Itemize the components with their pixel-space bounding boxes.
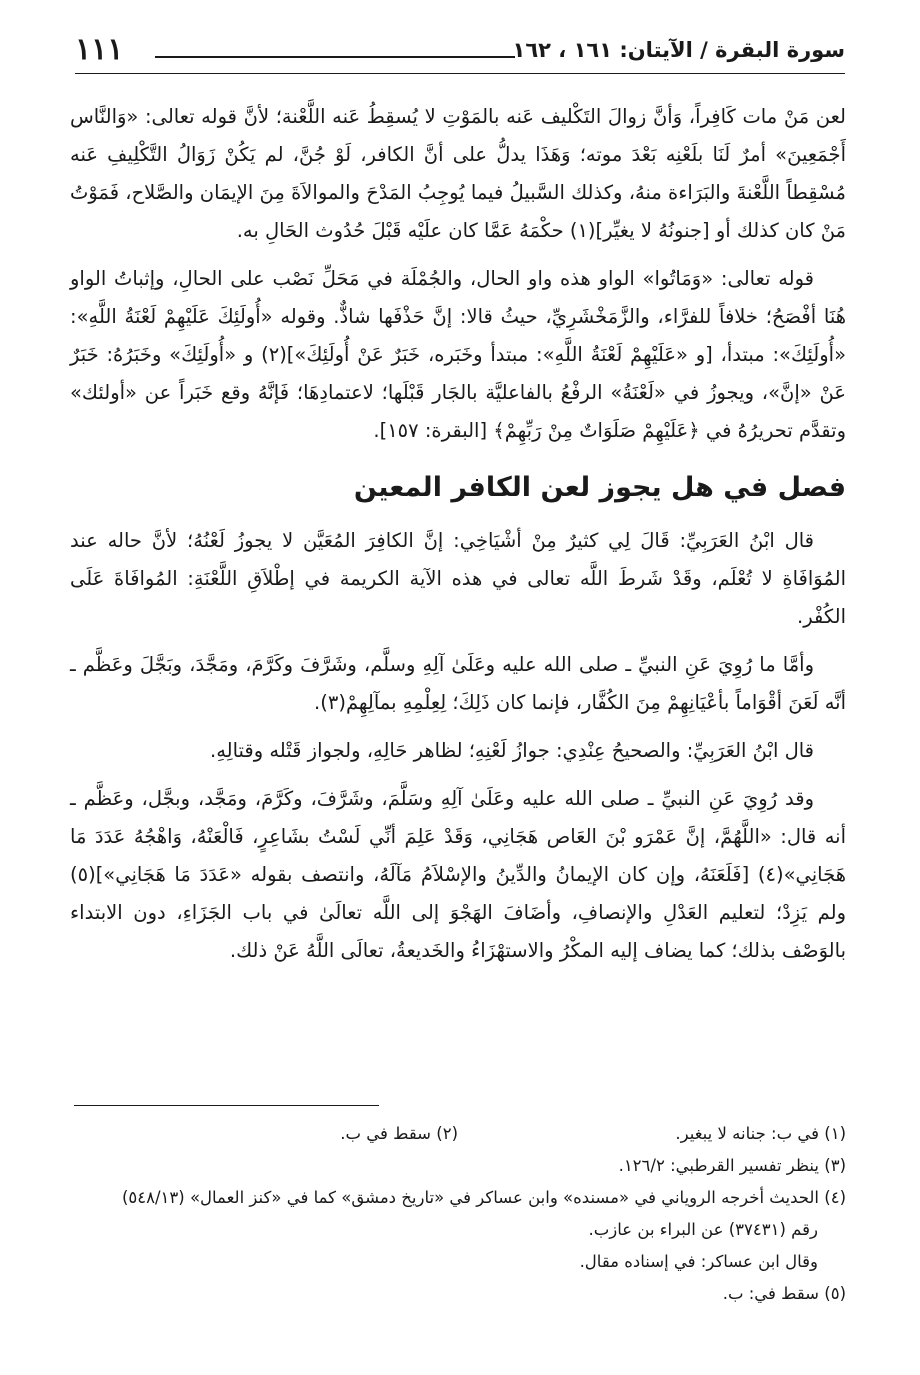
footnote-row xyxy=(70,1118,846,1150)
main-text xyxy=(70,98,846,980)
header-divider xyxy=(75,73,845,74)
paragraph: وأمَّا ما رُوِيَ عَنِ النبيِّ ـ صلى الله عليه وعَلَىٰ آلِهِ وسلَّم، وشَرَّفَ وكَرَّمَ، ومَجَّدَ، وبَجَّلَ وعَظَّم ـ أنَّه لَعَنَ أقْوَاماً بأعْيَانِهِمْ مِنَ الكُفَّار، فإنما كان ذَلِكَ؛ لِعِلْمِهِ بمآلِهِمْ(٣). xyxy=(70,653,846,714)
footnote-divider xyxy=(74,1105,379,1106)
paragraph: قال ابْنُ العَرَبِيِّ: قَالَ لِي كثيرٌ مِنْ أشْيَاخِي: إنَّ الكافِرَ المُعَيَّن لا يجوزُ لَعْنُهُ؛ لأنَّ حاله عند المُوَافَاةِ لا تُعْلَم، وقَدْ شَرطَ اللَّه تعالى في هذه الآية الكريمة في إطْلاَقِ اللَّعْنَةِ: المُوافَاةَ عَلَى الكُفْر. xyxy=(70,529,846,628)
section-heading: فصل في هل يجوز لعن الكافر المعين xyxy=(353,472,846,503)
header-rule xyxy=(155,56,515,58)
footnote-3: (٣) ينظر تفسير القرطبي: ١٢٦/٢. xyxy=(618,1156,846,1175)
footnote-4-continuation: رقم (٣٧٤٣١) عن البراء بن عازب. xyxy=(588,1220,818,1239)
paragraph: وقد رُوِيَ عَنِ النبيِّ ـ صلى الله عليه وعَلَىٰ آلِهِ وسَلَّمَ، وشَرَّفَ، وكَرَّمَ، ومَجَّد، وبجَّل، وعَظَّم ـ أنه قال: «اللَّهُمَّ، إنَّ عَمْرَو بْنَ العَاص هَجَانِي، وَقَدْ عَلِمَ أنِّي لَسْتُ بشَاعِرٍ، فَالْعَنْهُ، وَاهْجُهُ عَدَدَ مَا هَجَانِي»(٤) [فَلَعَنَهُ، وإن كان الإيمانُ والدِّينُ والإسْلاَمُ مَآلَهُ، وانتصف بقوله «عَدَدَ مَا هَجَانِي»](٥) ولم يَزِدْ؛ لتعليم العَدْلِ والإنصافِ، وأضَافَ الهَجْوَ إلى اللَّه تعالَىٰ في باب الجَزَاءِ، دون الابتداء بالوَصْف بذلك؛ كما يضاف إليه المكْرُ والاستهْزَاءُ والخَديعةُ، تعالَى اللَّهُ عَنْ ذلك. xyxy=(70,787,846,962)
page-header xyxy=(75,30,845,76)
footnote-4-note: وقال ابن عساكر: في إسناده مقال. xyxy=(579,1252,818,1271)
running-title: سورة البقرة / الآيتان: ١٦١ ، ١٦٢ xyxy=(512,38,845,62)
footnote-1: (١) في ب: جنانه لا يبغير. xyxy=(675,1124,846,1143)
paragraph: لعن مَنْ مات كَافِراً، وَأنَّ زوالَ التَكْليف عَنه بالمَوْتِ لا يُسقِطُ عَنه اللَّعْنة؛ لأنَّ قوله تعالى: «وَالنَّاس أَجْمَعِينَ» أمرٌ لَنَا بلَعْنِه بَعْدَ موته؛ وَهَذَا يدلُّ على أنَّ الكافر، لَوْ جُنَّ، لم يَكُنْ زَوَالُ التَّكْلِيفِ عَنه مُسْقِطاً اللَّعْنةَ والبَرَاءة منهُ، وكذلك السَّبيلُ فيما يُوجِبُ المَدْحَ والموالاَةَ مِنَ الإيمَان والصَّلاح، فَمَوْتُ مَنْ كان كذلك أو [جنونُهُ لا يغيِّر](١) حكْمَهُ عَمَّا كان علَيْه قَبْلَ حُدُوث الحَالِ به. xyxy=(70,105,846,242)
footnotes xyxy=(70,1118,846,1310)
footnote-5: (٥) سقط في: ب. xyxy=(722,1284,846,1303)
page-number: ١١١ xyxy=(75,32,124,67)
paragraph: قال ابْنُ العَرَبِيِّ: والصحيحُ عِنْدِي: جوازُ لَعْنِهِ؛ لظاهر حَالِهِ، ولجواز قَتْله وقتالِهِ. xyxy=(210,739,814,762)
footnote-2: (٢) سقط في ب. xyxy=(340,1124,458,1143)
footnote-4: (٤) الحديث أخرجه الروياني في «مسنده» وابن عساكر في «تاريخ دمشق» كما في «كنز العمال» (٥٤٨/١٣) xyxy=(121,1188,846,1207)
paragraph: قوله تعالى: «وَمَاتُوا» الواو هذه واو الحال، والجُمْلَة في مَحَلِّ نَصْب على الحالِ، وإثباتُ الواو هُنَا أفْصَحُ؛ خلافاً للفرَّاء، والزَّمَخْشَرِيِّ، حيثُ قالا: إنَّ حَذْفَها شاذٌّ. وقوله «أُولَئِكَ عَلَيْهِمْ لَعْنَةُ اللَّهِ»: «أُولَئِكَ»: مبتدأ، [و «عَلَيْهِمْ لَعْنَةُ اللَّهِ»: مبتدأ وخَبَره، خَبَرٌ عَنْ أُولَئِكَ»](٢) و «أُولَئِكَ» وخَبَرُهُ: خَبَرٌ عَنْ «إنَّ»، ويجوزُ في «لَعْنَةُ» الرفْعُ بالفاعليَّة بالجَار قَبْلَها؛ لاعتمادِهَا؛ فَإنَّهُ وقع خَبَراً عن «أولئك» وتقدَّم تحريرُهُ في ﴿عَلَيْهِمْ صَلَوَاتٌ مِنْ رَبِّهِمْ﴾ [البقرة: ١٥٧]. xyxy=(70,267,846,442)
